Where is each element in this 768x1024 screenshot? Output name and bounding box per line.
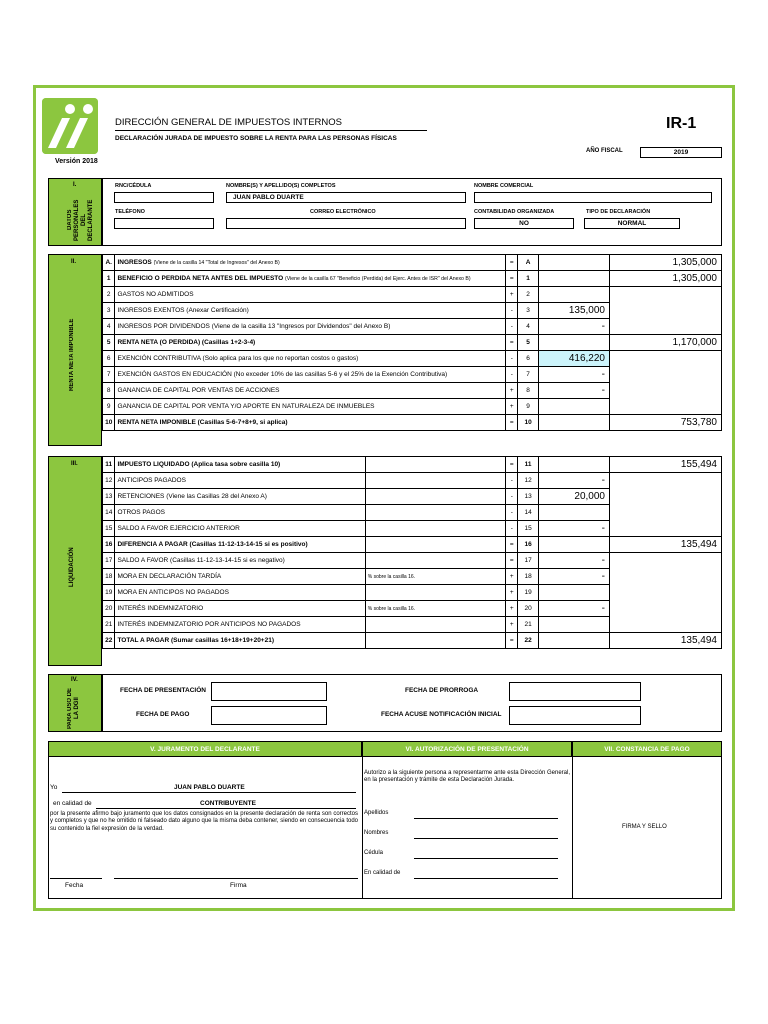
section-1-tab: I. DATOS PERSONALES DEL DECLARANTE xyxy=(48,178,102,246)
firma-sello-label: FIRMA Y SELLO xyxy=(622,824,667,830)
telefono-field[interactable] xyxy=(114,218,214,229)
row-label: BENEFICIO O PERDIDA NETA ANTES DEL IMPUESTO (Viene de la casilla 67 "Beneficio (Perdida) del Ejerc. Antes de ISR" del Anexo B) xyxy=(115,271,506,287)
box-code: 20 xyxy=(518,601,538,617)
amount-field-wide xyxy=(610,553,722,569)
box-code: 1 xyxy=(518,271,538,287)
fecha-acuse-field[interactable] xyxy=(509,706,641,725)
amount-spacer xyxy=(538,271,609,287)
percent-note: % sobre la casilla 16. xyxy=(365,569,505,585)
table-row xyxy=(103,351,722,367)
percent-note xyxy=(365,473,505,489)
operator: = xyxy=(506,335,518,351)
box-code: 17 xyxy=(518,553,538,569)
percent-note xyxy=(365,585,505,601)
fecha-presentacion-field[interactable] xyxy=(211,682,327,701)
amount-spacer xyxy=(538,335,609,351)
row-number: 13 xyxy=(103,489,115,505)
table-row xyxy=(103,319,722,335)
box-code: 3 xyxy=(518,303,538,319)
operator: - xyxy=(506,521,518,537)
operator: - xyxy=(506,473,518,489)
amount-field[interactable]: 135,000 xyxy=(538,303,609,319)
amount-field[interactable]: - xyxy=(538,553,609,569)
operator: - xyxy=(506,489,518,505)
box-code: 7 xyxy=(518,367,538,383)
row-label: MORA EN ANTICIPOS NO PAGADOS xyxy=(115,585,365,601)
section-3-table xyxy=(102,456,722,649)
operator: + xyxy=(506,585,518,601)
amount-field-wide xyxy=(610,287,722,303)
amount-field[interactable]: - xyxy=(538,473,609,489)
amount-field[interactable]: 1,305,000 xyxy=(610,255,722,271)
amount-field[interactable]: 1,305,000 xyxy=(610,271,722,287)
table-row xyxy=(103,255,722,271)
row-label: GANANCIA DE CAPITAL POR VENTAS DE ACCIONES xyxy=(115,383,506,399)
table-row xyxy=(103,601,722,617)
row-label: IMPUESTO LIQUIDADO (Aplica tasa sobre casilla 10) xyxy=(115,457,365,473)
amount-field[interactable]: 1,170,000 xyxy=(610,335,722,351)
fecha-prorroga-label: FECHA DE PRORROGA xyxy=(405,687,479,694)
amount-spacer xyxy=(538,255,609,271)
box-code: 21 xyxy=(518,617,538,633)
row-label: RETENCIONES (Viene las Casillas 28 del Anexo A) xyxy=(115,489,365,505)
amount-field[interactable] xyxy=(538,399,609,415)
row-number: 5 xyxy=(103,335,115,351)
amount-field[interactable]: - xyxy=(538,569,609,585)
logo-mark-icon xyxy=(42,98,98,154)
amount-field-wide xyxy=(610,585,722,601)
comercial-field[interactable] xyxy=(474,192,712,203)
table-row xyxy=(103,415,722,431)
amount-field-wide xyxy=(610,473,722,489)
amount-field[interactable]: 20,000 xyxy=(538,489,609,505)
row-label: RENTA NETA (O PERDIDA) (Casillas 1+2-3-4) xyxy=(115,335,506,351)
row-label: INTERÉS INDEMNIZATORIO POR ANTICIPOS NO PAGADOS xyxy=(115,617,365,633)
box-code: 2 xyxy=(518,287,538,303)
tipo-label: TIPO DE DECLARACIÓN xyxy=(586,209,651,215)
amount-field-wide xyxy=(610,601,722,617)
amount-field-wide xyxy=(610,617,722,633)
box-code: 9 xyxy=(518,399,538,415)
row-label: INGRESOS EXENTOS (Anexar Certificación) xyxy=(115,303,506,319)
table-row xyxy=(103,473,722,489)
amount-field-wide xyxy=(610,319,722,335)
amount-field-wide xyxy=(610,569,722,585)
fecha-presentacion-label: FECHA DE PRESENTACIÓN xyxy=(120,687,206,694)
operator: + xyxy=(506,569,518,585)
nombres-field[interactable]: JUAN PABLO DUARTE xyxy=(226,192,466,203)
row-label: EXENCIÓN GASTOS EN EDUCACIÓN (No exceder 10% de las casillas 5-6 y el 25% de la Exención Contributiva) xyxy=(115,367,506,383)
cedula-label: Cédula xyxy=(364,850,384,856)
row-number: 20 xyxy=(103,601,115,617)
section-2-tab: II. RENTA NETA IMPONIBLE xyxy=(48,254,102,446)
fecha-acuse-label: FECHA ACUSE NOTIFICACIÓN INICIAL xyxy=(381,711,502,718)
percent-note xyxy=(365,521,505,537)
amount-field[interactable]: 155,494 xyxy=(610,457,722,473)
box-code: 5 xyxy=(518,335,538,351)
row-number: 11 xyxy=(103,457,115,473)
amount-field[interactable] xyxy=(538,505,609,521)
row-label: EXENCIÓN CONTRIBUTIVA (Solo aplica para los que no reportan costos o gastos) xyxy=(115,351,506,367)
cedula-line[interactable] xyxy=(414,858,558,859)
calidad-value: CONTRIBUYENTE xyxy=(200,800,256,807)
row-number: 10 xyxy=(103,415,115,431)
row-number: 9 xyxy=(103,399,115,415)
table-row xyxy=(103,399,722,415)
percent-note xyxy=(365,633,505,649)
amount-field[interactable]: - xyxy=(538,367,609,383)
row-label: SALDO A FAVOR (Casillas 11-12-13-14-15 si es negativo) xyxy=(115,553,365,569)
version-label: Versión 2018 xyxy=(55,158,98,165)
row-label: GASTOS NO ADMITIDOS xyxy=(115,287,506,303)
fecha-label: Fecha xyxy=(65,882,84,889)
rnc-label: RNC/CÉDULA xyxy=(115,183,152,189)
row-label: RENTA NETA IMPONIBLE (Casillas 5-6-7+8+9, si aplica) xyxy=(115,415,506,431)
percent-note xyxy=(365,537,505,553)
correo-label: CORREO ELECTRÓNICO xyxy=(310,209,376,215)
amount-field[interactable]: 416,220 xyxy=(538,351,609,367)
nombres-line[interactable] xyxy=(414,838,558,839)
box-code: 19 xyxy=(518,585,538,601)
row-number: 8 xyxy=(103,383,115,399)
row-number: 15 xyxy=(103,521,115,537)
percent-note xyxy=(365,553,505,569)
form-code: IR-1 xyxy=(666,115,697,132)
oath-text: por la presente afirmo bajo juramento que los datos consignados en la presente declaración de renta son correctos y completos y que no he omitido ni falseado dato alguno que la misma deba contener, siendo en consecuencia todo su contenido la fiel expresión de la verdad. xyxy=(50,811,358,832)
amount-spacer xyxy=(538,457,609,473)
box-code: 6 xyxy=(518,351,538,367)
box-code: 18 xyxy=(518,569,538,585)
operator: + xyxy=(506,617,518,633)
operator: = xyxy=(506,415,518,431)
amount-field[interactable]: - xyxy=(538,319,609,335)
box-code: 4 xyxy=(518,319,538,335)
calidad-auth-label: En calidad de xyxy=(364,870,401,876)
percent-note xyxy=(365,457,505,473)
row-number: 18 xyxy=(103,569,115,585)
percent-note xyxy=(365,617,505,633)
row-label: INGRESOS POR DIVIDENDOS (Viene de la casilla 13 "Ingresos por Dividendos" del Anexo B) xyxy=(115,319,506,335)
amount-field[interactable]: 135,494 xyxy=(610,537,722,553)
fecha-pago-field[interactable] xyxy=(211,706,327,725)
operator: - xyxy=(506,367,518,383)
rnc-field[interactable] xyxy=(114,192,214,203)
percent-note xyxy=(365,489,505,505)
table-row xyxy=(103,367,722,383)
box-code: A xyxy=(518,255,538,271)
section-3-tab: III. LIQUIDACIÓN xyxy=(48,456,102,666)
amount-field[interactable]: 135,494 xyxy=(610,633,722,649)
amount-field-wide xyxy=(610,351,722,367)
row-number: 16 xyxy=(103,537,115,553)
amount-field[interactable] xyxy=(538,585,609,601)
operator: = xyxy=(506,457,518,473)
row-number: 12 xyxy=(103,473,115,489)
operator: - xyxy=(506,505,518,521)
amount-field[interactable]: 753,780 xyxy=(610,415,722,431)
operator: + xyxy=(506,399,518,415)
amount-field-wide xyxy=(610,505,722,521)
amount-spacer xyxy=(538,633,609,649)
fiscal-year-field[interactable]: 2019 xyxy=(640,147,722,158)
operator: + xyxy=(506,601,518,617)
table-row xyxy=(103,335,722,351)
box-code: 8 xyxy=(518,383,538,399)
section-4-tab: IV. PARA USO DE LA DGII xyxy=(48,674,102,732)
section-7-header: VII. CONSTANCIA DE PAGO xyxy=(572,741,722,757)
operator: = xyxy=(506,537,518,553)
row-label: GANANCIA DE CAPITAL POR VENTA Y/O APORTE EN NATURALEZA DE INMUEBLES xyxy=(115,399,506,415)
table-row xyxy=(103,537,722,553)
row-label: TOTAL A PAGAR (Sumar casillas 16+18+19+20+21) xyxy=(115,633,365,649)
fiscal-year-label: AÑO FISCAL xyxy=(586,148,623,154)
row-number: 7 xyxy=(103,367,115,383)
table-row xyxy=(103,271,722,287)
table-row xyxy=(103,521,722,537)
row-label: SALDO A FAVOR EJERCICIO ANTERIOR xyxy=(115,521,365,537)
row-label: OTROS PAGOS xyxy=(115,505,365,521)
amount-field[interactable]: - xyxy=(538,383,609,399)
calidad-line[interactable] xyxy=(414,878,558,879)
telefono-label: TELÉFONO xyxy=(115,209,145,215)
yo-value: JUAN PABLO DUARTE xyxy=(174,784,245,791)
section-5-header: V. JURAMENTO DEL DECLARANTE xyxy=(48,741,362,757)
row-label: DIFERENCIA A PAGAR (Casillas 11-12-13-14-15 si es positivo) xyxy=(115,537,365,553)
nombres-label: NOMBRE(S) Y APELLIDO(S) COMPLETOS xyxy=(226,183,336,189)
authorization-text: Autorizo a la siguiente persona a representarme ante esta Dirección General, en la presentación y trámite de esta Declaración Jurada. xyxy=(364,770,570,784)
apellidos-label: Apellidos xyxy=(364,810,389,816)
firma-label: Firma xyxy=(230,882,247,889)
section-6-header: VI. AUTORIZACIÓN DE PRESENTACIÓN xyxy=(362,741,572,757)
row-number: 6 xyxy=(103,351,115,367)
row-number: 21 xyxy=(103,617,115,633)
row-label: ANTICIPOS PAGADOS xyxy=(115,473,365,489)
amount-spacer xyxy=(538,537,609,553)
amount-field-wide xyxy=(610,521,722,537)
table-row xyxy=(103,303,722,319)
tipo-field[interactable]: NORMAL xyxy=(584,218,680,229)
box-code: 16 xyxy=(518,537,538,553)
table-row xyxy=(103,585,722,601)
operator: + xyxy=(506,287,518,303)
operator: - xyxy=(506,351,518,367)
operator: - xyxy=(506,319,518,335)
amount-field[interactable]: - xyxy=(538,601,609,617)
percent-note xyxy=(365,505,505,521)
org-title: DIRECCIÓN GENERAL DE IMPUESTOS INTERNOS xyxy=(115,117,342,128)
box-code: 22 xyxy=(518,633,538,649)
operator: = xyxy=(506,255,518,271)
row-number: 17 xyxy=(103,553,115,569)
row-label: MORA EN DECLARACIÓN TARDÍA xyxy=(115,569,365,585)
row-number: 14 xyxy=(103,505,115,521)
row-number: A. xyxy=(103,255,115,271)
row-number: 4 xyxy=(103,319,115,335)
amount-field-wide xyxy=(610,399,722,415)
amount-field-wide xyxy=(610,383,722,399)
row-number: 19 xyxy=(103,585,115,601)
apellidos-line[interactable] xyxy=(414,818,558,819)
box-code: 10 xyxy=(518,415,538,431)
amount-field-wide xyxy=(610,367,722,383)
fecha-pago-label: FECHA DE PAGO xyxy=(136,711,190,718)
box-code: 14 xyxy=(518,505,538,521)
row-number: 2 xyxy=(103,287,115,303)
contabilidad-field[interactable]: NO xyxy=(474,218,574,229)
contabilidad-label: CONTABILIDAD ORGANIZADA xyxy=(474,209,555,215)
amount-field-wide xyxy=(610,489,722,505)
comercial-label: NOMBRE COMERCIAL xyxy=(474,183,534,189)
table-row xyxy=(103,569,722,585)
box-code: 13 xyxy=(518,489,538,505)
form-subtitle: DECLARACIÓN JURADA DE IMPUESTO SOBRE LA RENTA PARA LAS PERSONAS FÍSICAS xyxy=(115,135,397,142)
row-number: 1 xyxy=(103,271,115,287)
amount-field[interactable] xyxy=(538,617,609,633)
box-code: 12 xyxy=(518,473,538,489)
table-row xyxy=(103,383,722,399)
box-code: 11 xyxy=(518,457,538,473)
table-row xyxy=(103,489,722,505)
operator: = xyxy=(506,271,518,287)
operator: = xyxy=(506,553,518,569)
table-row xyxy=(103,505,722,521)
amount-field-wide xyxy=(610,303,722,319)
fecha-prorroga-field[interactable] xyxy=(509,682,641,701)
operator: = xyxy=(506,633,518,649)
nombres-auth-label: Nombres xyxy=(364,830,389,836)
table-row xyxy=(103,633,722,649)
row-number: 3 xyxy=(103,303,115,319)
table-row xyxy=(103,617,722,633)
row-label: INTERÉS INDEMNIZATORIO xyxy=(115,601,365,617)
operator: + xyxy=(506,383,518,399)
amount-field[interactable] xyxy=(538,287,609,303)
table-row xyxy=(103,553,722,569)
box-code: 15 xyxy=(518,521,538,537)
operator: - xyxy=(506,303,518,319)
row-number: 22 xyxy=(103,633,115,649)
dgii-logo xyxy=(42,98,98,154)
percent-note: % sobre la casilla 16. xyxy=(365,601,505,617)
row-label: INGRESOS (Viene de la casilla 14 "Total de Ingresos" del Anexo B) xyxy=(115,255,506,271)
table-row xyxy=(103,457,722,473)
amount-field[interactable]: - xyxy=(538,521,609,537)
calidad-label: en calidad de xyxy=(53,800,92,807)
table-row xyxy=(103,287,722,303)
yo-label: Yo xyxy=(50,784,58,791)
amount-spacer xyxy=(538,415,609,431)
correo-field[interactable] xyxy=(226,218,466,229)
section-2-table xyxy=(102,254,722,431)
